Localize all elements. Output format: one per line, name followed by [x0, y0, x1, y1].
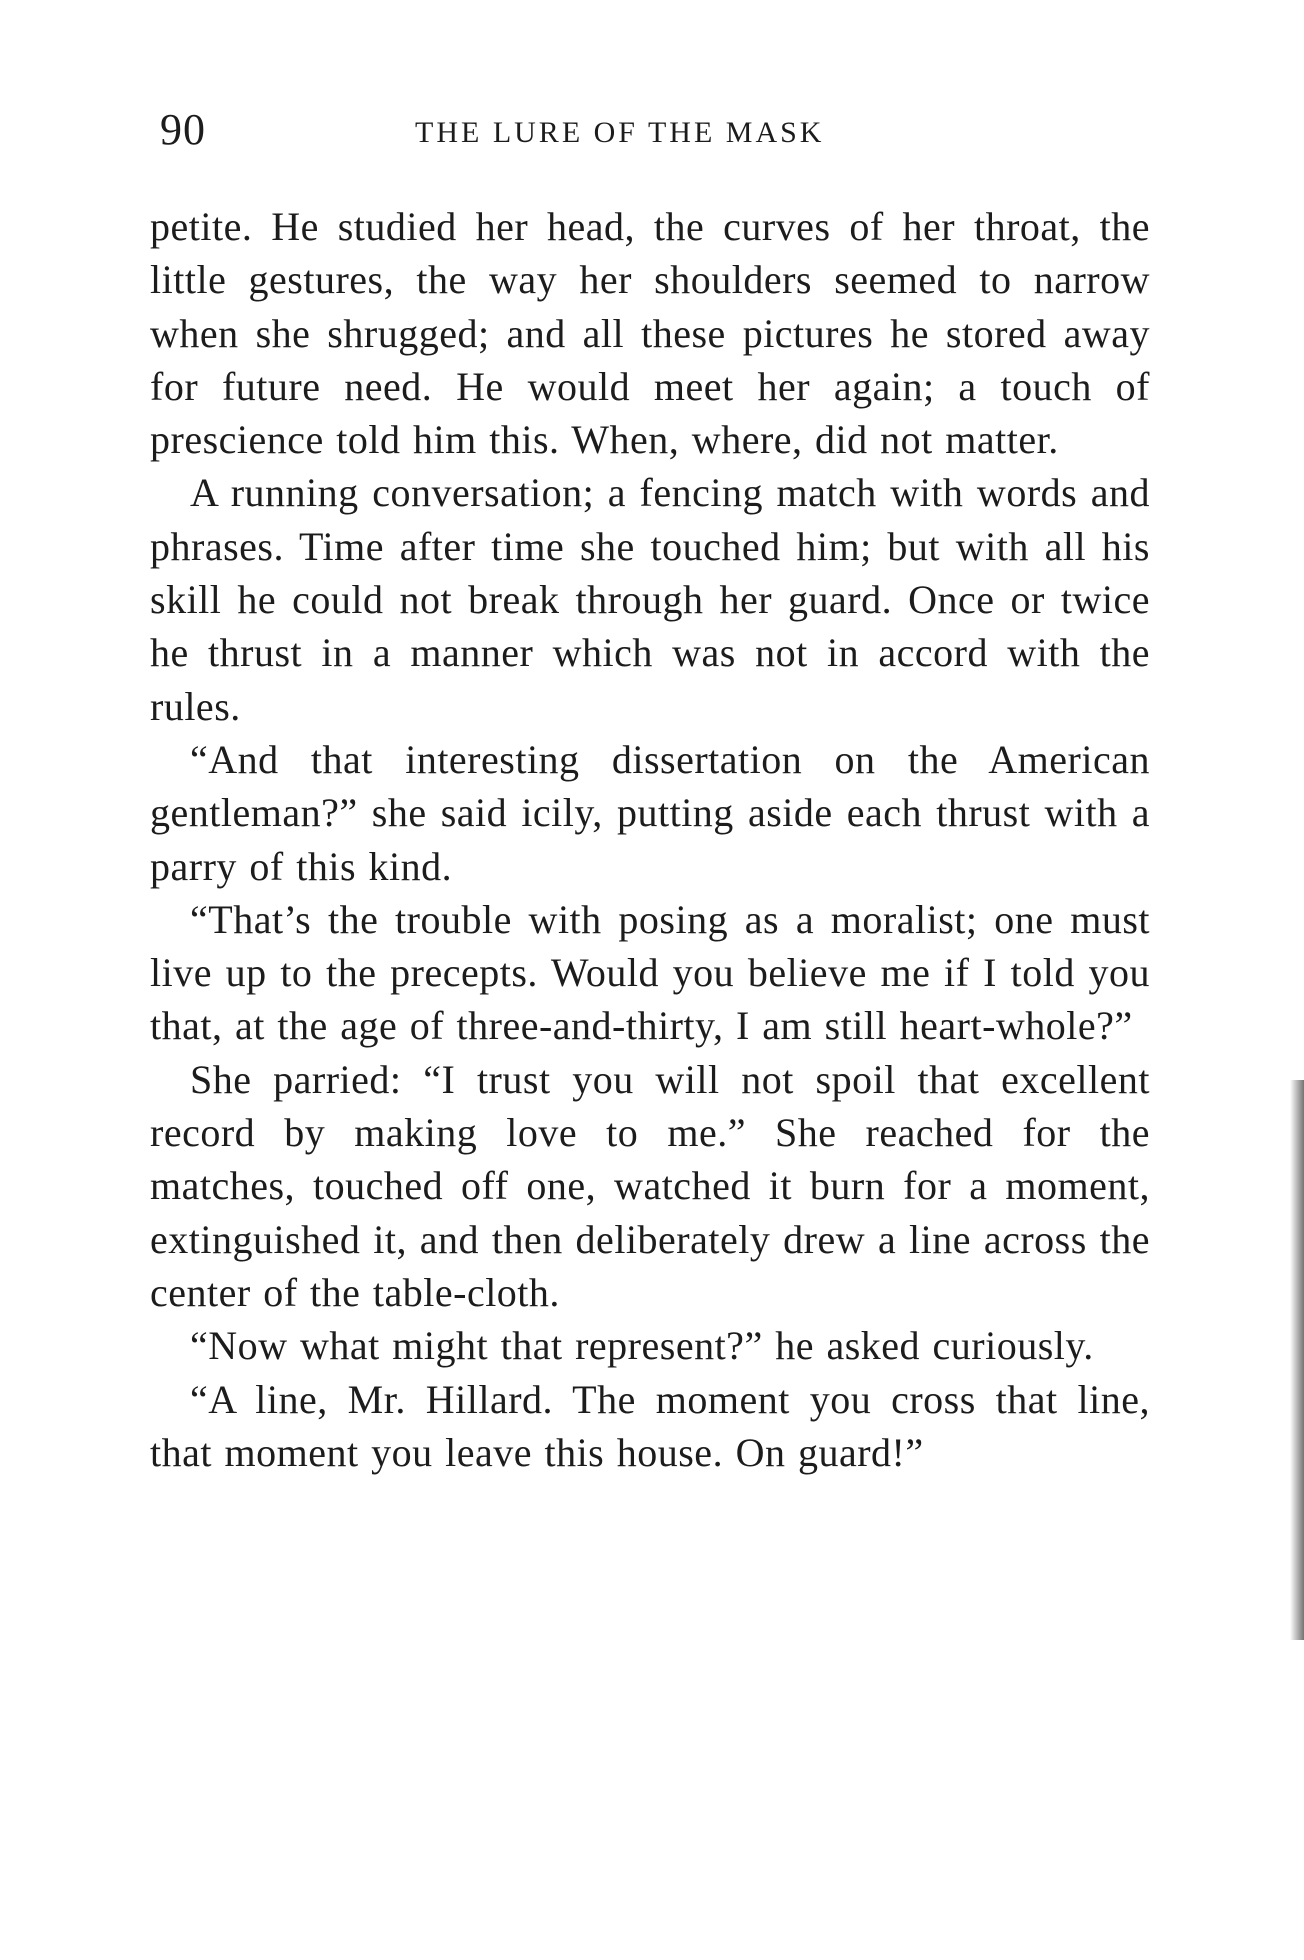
paragraph: petite. He studied her head, the curves of her throat, the little gestures, the way her shoulders seemed to narrow when she shrugged; and all these pictures he stored away for future need. He would meet her again; a touch of prescience told him this. When, where, did not matter.	[150, 204, 1150, 463]
paragraph: A running conversation; a fencing match with words and phrases. Time after time she touched him; but with all his skill he could not break through her guard. Once or twice he thrust in a manner which was not in accord with the rules.	[150, 470, 1150, 729]
running-title: THE LURE OF THE MASK	[415, 116, 825, 149]
body-text	[150, 200, 1150, 1700]
page-edge-shadow	[1290, 1080, 1304, 1640]
paragraph: “A line, Mr. Hillard. The moment you cross that line, that moment you leave this house. On guard!”	[150, 1376, 1150, 1475]
paragraph: “That’s the trouble with posing as a moralist; one must live up to the precepts. Would you believe me if I told you that, at the age of three-and-thirty, I am still heart-whole?”	[150, 896, 1150, 1049]
page-number: 90	[160, 105, 206, 154]
page-header	[160, 100, 1160, 170]
paragraph: She parried: “I trust you will not spoil that excellent record by making love to me.” She reached for the matches, touched off one, watched it burn for a moment, extinguished it, and then deliberately drew a line across the center of the table-cloth.	[150, 1056, 1150, 1315]
paragraph: “And that interesting dissertation on the American gentleman?” she said icily, putting aside each thrust with a parry of this kind.	[150, 736, 1150, 889]
paragraph: “Now what might that represent?” he asked curiously.	[190, 1323, 1094, 1369]
